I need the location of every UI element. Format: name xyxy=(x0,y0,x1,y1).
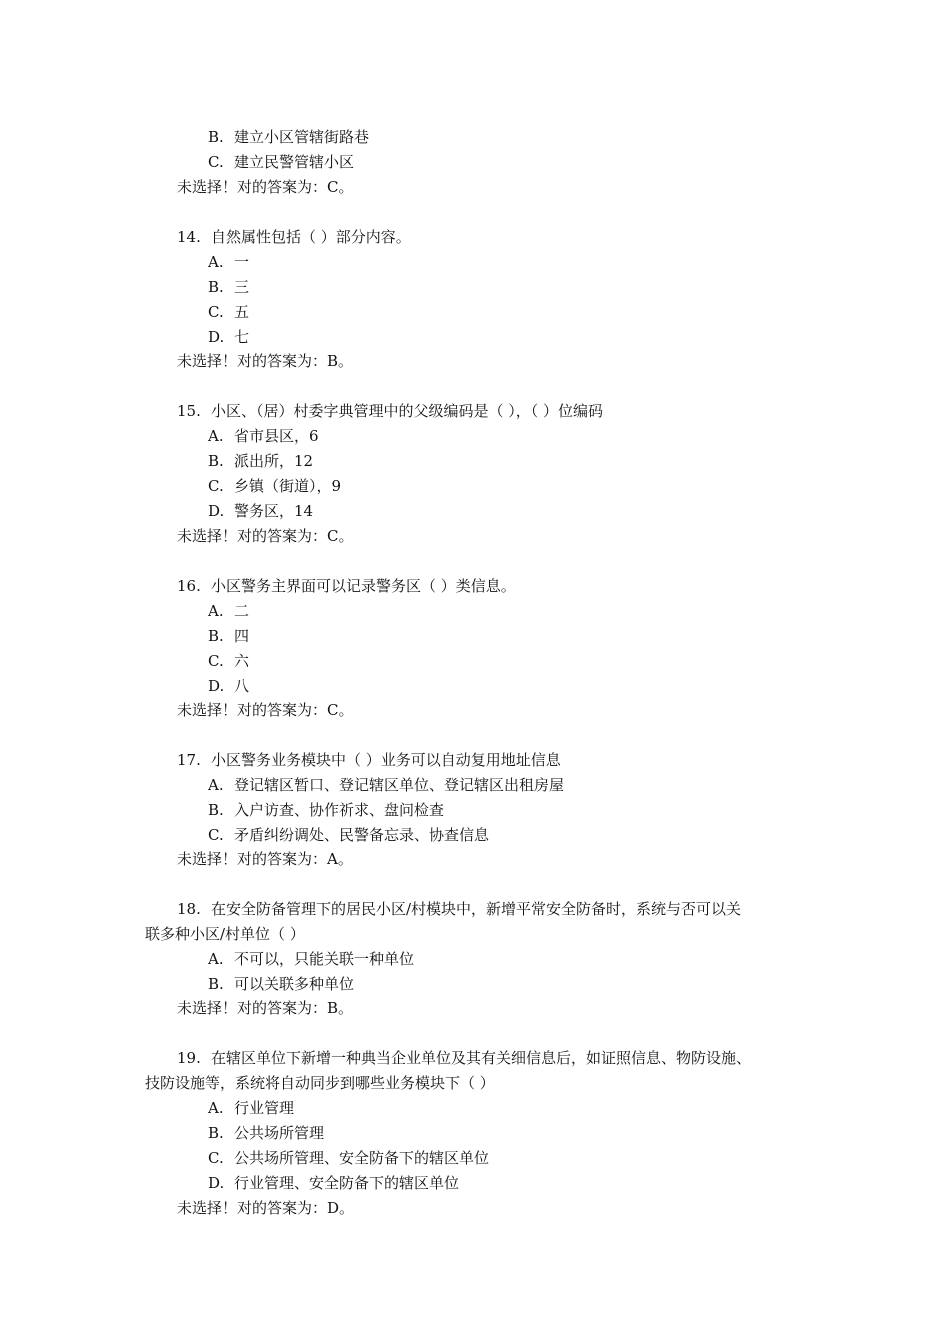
answer-line: 未选择！对的答案为：D。 xyxy=(177,1199,355,1217)
option-a: A. 行业管理 xyxy=(208,1099,295,1117)
answer-line: 未选择！对的答案为：B。 xyxy=(177,352,354,370)
question-18-continuation: 联多种小区/村单位（ ） xyxy=(145,925,305,943)
option-a: A. 省市县区，6 xyxy=(208,427,319,445)
question-15: 15. 小区、（居）村委字典管理中的父级编码是（ ），（ ）位编码 xyxy=(177,402,604,420)
option-a: A. 不可以，只能关联一种单位 xyxy=(208,950,415,968)
option-c: C. 矛盾纠纷调处、民警备忘录、协查信息 xyxy=(208,826,490,844)
option-c: C. 公共场所管理、安全防备下的辖区单位 xyxy=(208,1149,490,1167)
option-b: B. 派出所，12 xyxy=(208,452,314,470)
option-d: D. 八 xyxy=(208,677,250,695)
option-c: C. 建立民警管辖小区 xyxy=(208,153,355,171)
option-c: C. 五 xyxy=(208,303,250,321)
option-c: C. 六 xyxy=(208,652,250,670)
answer-line: 未选择！对的答案为：C。 xyxy=(177,701,354,719)
option-b: B. 入户访查、协作祈求、盘问检查 xyxy=(208,801,445,819)
option-b: B. 建立小区管辖街路巷 xyxy=(208,128,370,146)
question-18: 18. 在安全防备管理下的居民小区/村模块中，新增平常安全防备时，系统与否可以关 xyxy=(177,900,742,918)
question-16: 16. 小区警务主界面可以记录警务区（ ）类信息。 xyxy=(177,577,516,595)
option-d: D. 警务区，14 xyxy=(208,502,314,520)
answer-line: 未选择！对的答案为：C。 xyxy=(177,527,354,545)
option-b: B. 三 xyxy=(208,278,250,296)
option-b: B. 公共场所管理 xyxy=(208,1124,325,1142)
option-a: A. 二 xyxy=(208,602,250,620)
answer-line: 未选择！对的答案为：C。 xyxy=(177,178,354,196)
question-19: 19. 在辖区单位下新增一种典当企业单位及其有关细信息后，如证照信息、物防设施、 xyxy=(177,1049,752,1067)
option-d: D. 七 xyxy=(208,328,250,346)
option-a: A. 登记辖区暂口、登记辖区单位、登记辖区出租房屋 xyxy=(208,776,565,794)
question-17: 17. 小区警务业务模块中（ ）业务可以自动复用地址信息 xyxy=(177,751,561,769)
answer-line: 未选择！对的答案为：A。 xyxy=(177,850,353,868)
option-a: A. 一 xyxy=(208,253,250,271)
option-b: B. 可以关联多种单位 xyxy=(208,975,355,993)
option-d: D. 行业管理、安全防备下的辖区单位 xyxy=(208,1174,460,1192)
option-c: C. 乡镇（街道），9 xyxy=(208,477,342,495)
question-19-continuation: 技防设施等，系统将自动同步到哪些业务模块下（ ） xyxy=(145,1074,495,1092)
question-14: 14. 自然属性包括（ ）部分内容。 xyxy=(177,228,411,246)
option-b: B. 四 xyxy=(208,627,250,645)
answer-line: 未选择！对的答案为：B。 xyxy=(177,999,354,1017)
